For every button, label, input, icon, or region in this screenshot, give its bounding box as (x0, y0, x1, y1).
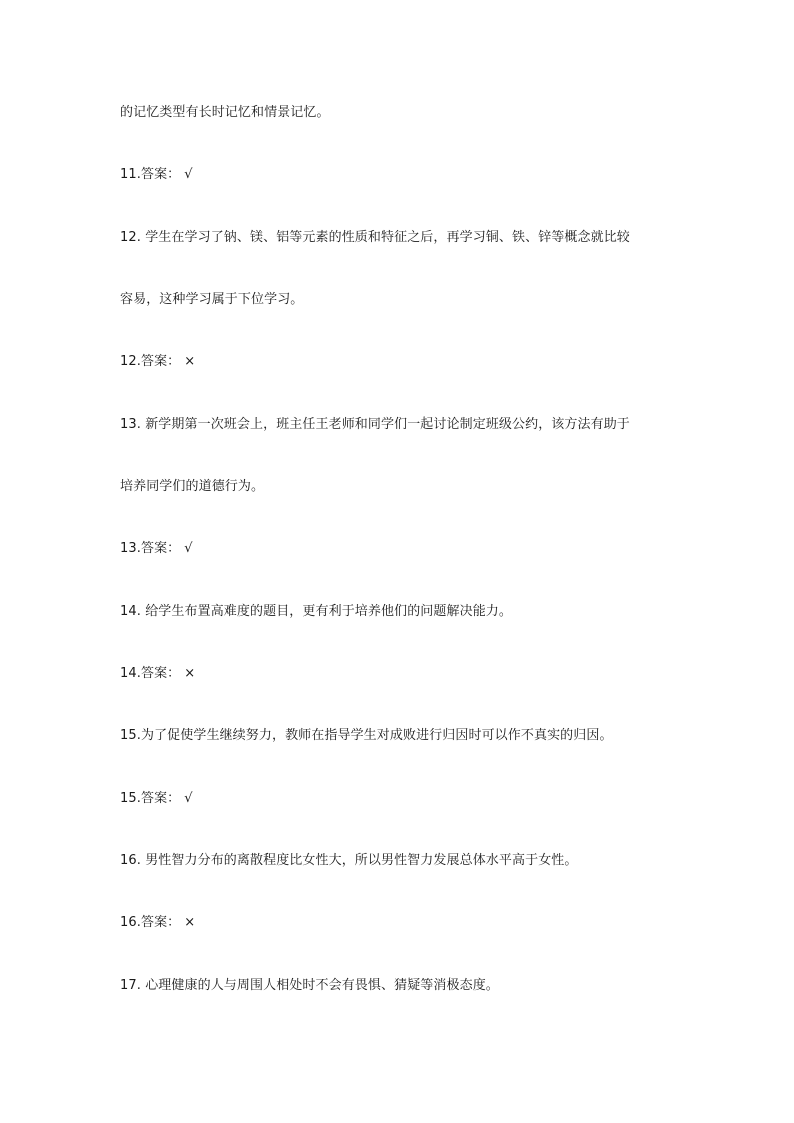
question-line-14 (120, 604, 512, 620)
question-line-12-cont (120, 292, 303, 308)
question-line-13-cont (120, 479, 264, 495)
answer-line-15 (120, 791, 193, 807)
question-line-13 (120, 417, 630, 433)
question-text: 容易，这种学习属于下位学习。 (120, 292, 304, 307)
check-mark: √ (184, 167, 193, 182)
answer-line-11 (120, 167, 193, 183)
question-line-15 (120, 728, 613, 744)
check-mark: √ (184, 791, 193, 806)
question-line-17 (120, 978, 499, 994)
answer-line-12 (120, 354, 195, 370)
question-text: 15.为了促使学生继续努力，教师在指导学生对成败进行归因时可以作不真实的归因。 (120, 728, 613, 743)
answer-line-14 (120, 666, 195, 682)
answer-label: 16.答案： (120, 915, 181, 930)
question-text: 14. 给学生布置高难度的题目，更有利于培养他们的问题解决能力。 (120, 604, 513, 619)
check-mark: √ (184, 541, 193, 556)
question-line-12 (120, 230, 630, 246)
question-text: 13. 新学期第一次班会上，班主任王老师和同学们一起讨论制定班级公约，该方法有助于 (120, 417, 630, 432)
answer-label: 13.答案： (120, 541, 181, 556)
question-line-16 (120, 853, 578, 869)
question-text: 12. 学生在学习了钠、镁、铝等元素的性质和特征之后，再学习铜、铁、锌等概念就比较 (120, 230, 630, 245)
cross-mark: × (184, 666, 196, 681)
answer-line-13 (120, 541, 193, 557)
cross-mark: × (184, 354, 196, 369)
question-text: 17. 心理健康的人与周围人相处时不会有畏惧、猜疑等消极态度。 (120, 978, 499, 993)
text-line-memory-types (120, 105, 330, 121)
answer-label: 14.答案： (120, 666, 181, 681)
answer-label: 11.答案： (120, 167, 181, 182)
cross-mark: × (184, 915, 196, 930)
line-text: 的记忆类型有长时记忆和情景记忆。 (120, 105, 330, 120)
answer-label: 15.答案： (120, 791, 181, 806)
answer-line-16 (120, 915, 195, 931)
question-text: 培养同学们的道德行为。 (120, 479, 265, 494)
answer-label: 12.答案： (120, 354, 181, 369)
question-text: 16. 男性智力分布的离散程度比女性大，所以男性智力发展总体水平高于女性。 (120, 853, 578, 868)
